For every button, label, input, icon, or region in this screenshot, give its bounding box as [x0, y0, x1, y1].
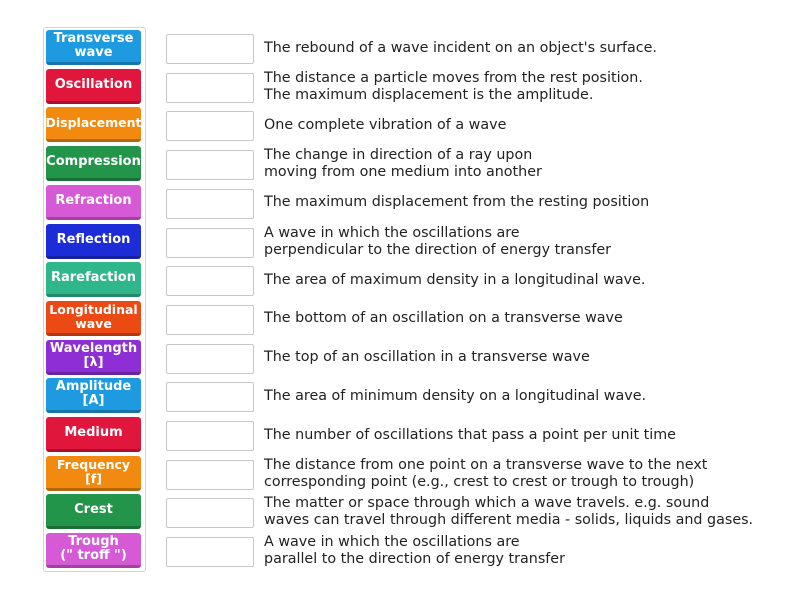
tile-rarefaction[interactable]: Rarefaction [46, 262, 141, 297]
clue-text: A wave in which the oscillations are perpendicular to the direction of energy transfer [264, 224, 612, 258]
clue-text: The area of minimum density on a longitudinal wave. [264, 387, 647, 404]
clue-text: One complete vibration of a wave [264, 116, 507, 133]
tile-oscillation[interactable]: Oscillation [46, 69, 141, 104]
tile-longitudinal-wave[interactable]: Longitudinal wave [46, 301, 141, 336]
drop-slot[interactable] [166, 498, 254, 528]
drop-slot[interactable] [166, 189, 254, 219]
clue-text: The matter or space through which a wave travels. e.g. sound waves can travel through different media - solids, liquids and gases. [264, 495, 754, 529]
drop-slot[interactable] [166, 266, 254, 296]
tile-refraction[interactable]: Refraction [46, 185, 141, 220]
drop-slot[interactable] [166, 344, 254, 374]
drop-slot[interactable] [166, 305, 254, 335]
clue-text: The bottom of an oscillation on a transverse wave [264, 310, 623, 327]
tile-displacement[interactable]: Displacement [46, 107, 141, 142]
drop-slot[interactable] [166, 228, 254, 258]
tile-reflection[interactable]: Reflection [46, 224, 141, 259]
tile-trough[interactable]: Trough (" troff ") [46, 533, 141, 568]
clue-text: The area of maximum density in a longitudinal wave. [264, 271, 646, 288]
clue-text: The maximum displacement from the resting position [264, 194, 650, 211]
tile-wavelength[interactable]: Wavelength [λ] [46, 340, 141, 375]
tile-crest[interactable]: Crest [46, 494, 141, 529]
tile-medium[interactable]: Medium [46, 417, 141, 452]
drop-slot[interactable] [166, 421, 254, 451]
tile-amplitude[interactable]: Amplitude [A] [46, 378, 141, 413]
drop-slot[interactable] [166, 150, 254, 180]
drop-slot[interactable] [166, 537, 254, 567]
drop-slot[interactable] [166, 34, 254, 64]
clue-text: The rebound of a wave incident on an object's surface. [264, 39, 657, 56]
tile-transverse-wave[interactable]: Transverse wave [46, 30, 141, 65]
drop-slot[interactable] [166, 73, 254, 103]
tile-frequency[interactable]: Frequency [f] [46, 456, 141, 491]
clue-text: The top of an oscillation in a transverse wave [264, 349, 590, 366]
clue-text: The distance a particle moves from the rest position. The maximum displacement is the amplitude. [264, 69, 643, 103]
clue-text: The number of oscillations that pass a point per unit time [264, 426, 676, 443]
drop-slot[interactable] [166, 460, 254, 490]
drop-slot[interactable] [166, 382, 254, 412]
clue-text: The distance from one point on a transverse wave to the next corresponding point (e.g., crest to crest or trough to trough) [264, 456, 708, 490]
clue-text: A wave in which the oscillations are parallel to the direction of energy transfer [264, 534, 565, 568]
drop-slot[interactable] [166, 111, 254, 141]
tile-compression[interactable]: Compression [46, 146, 141, 181]
clue-text: The change in direction of a ray upon moving from one medium into another [264, 147, 542, 181]
